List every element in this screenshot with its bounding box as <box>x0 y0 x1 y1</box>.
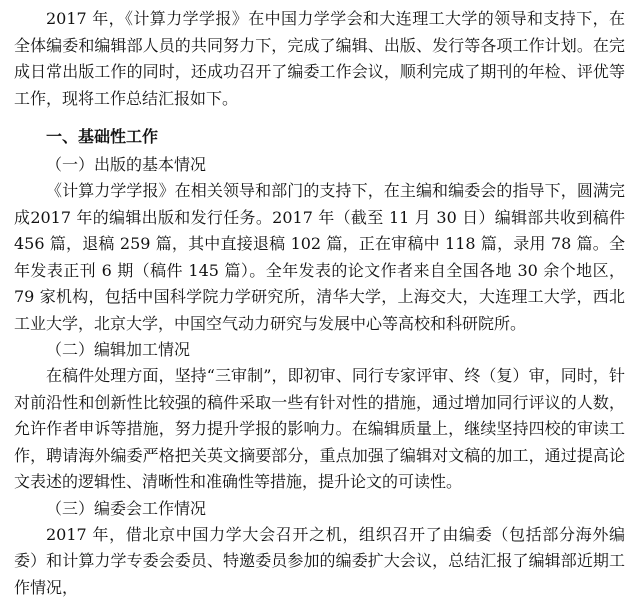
section-heading-basic-work: 一、基础性工作 <box>14 124 625 150</box>
paragraph-editorial-board: 2017 年，借北京中国力学大会召开之机，组织召开了由编委（包括部分海外编委）和计算力学专委会委员、特邀委员参加的编委扩大会议，总结汇报了编辑部近期工作情况， <box>14 522 625 601</box>
paragraph-publishing: 《计算力学学报》在相关领导和部门的支持下，在主编和编委会的指导下，圆满完成2017 年的编辑出版和发行任务。2017 年（截至 11 月 30 日）编辑部共收到稿件 456 篇，退稿 259 篇，其中直接退稿 102 篇，正在审稿中 118 篇，录用 78 篇。全年发表正刊 6 期（稿件 145 篇）。全年发表的论文作者来自全国各地 30 余个地区，79 家机构，包括中国科学院力学研究所，清华大学，上海交大，大连理工大学，西北工业大学，北京大学，中国空气动力研究与发展中心等高校和科研院所。 <box>14 178 625 337</box>
subsection-heading-editorial-board: （三）编委会工作情况 <box>14 496 625 522</box>
paragraph-editing: 在稿件处理方面，坚持“三审制”，即初审、同行专家评审、终（复）审，同时，针对前沿性和创新性比较强的稿件采取一些有针对性的措施，通过增加同行评议的人数，允许作者申诉等措施，努力提升学报的影响力。在编辑质量上，继续坚持四校的审读工作，聘请海外编委严格把关英文摘要部分，重点加强了编辑对文稿的加工，通过提高论文表述的逻辑性、清晰性和准确性等措施，提升论文的可读性。 <box>14 363 625 496</box>
intro-paragraph: 2017 年，《计算力学学报》在中国力学学会和大连理工大学的领导和支持下，在全体编委和编辑部人员的共同努力下，完成了编辑、出版、发行等各项工作计划。在完成日常出版工作的同时，还成功召开了编委工作会议，顺利完成了期刊的年检、评优等工作，现将工作总结汇报如下。 <box>14 6 625 112</box>
subsection-heading-publishing: （一）出版的基本情况 <box>14 152 625 178</box>
subsection-heading-editing: （二）编辑加工情况 <box>14 337 625 363</box>
